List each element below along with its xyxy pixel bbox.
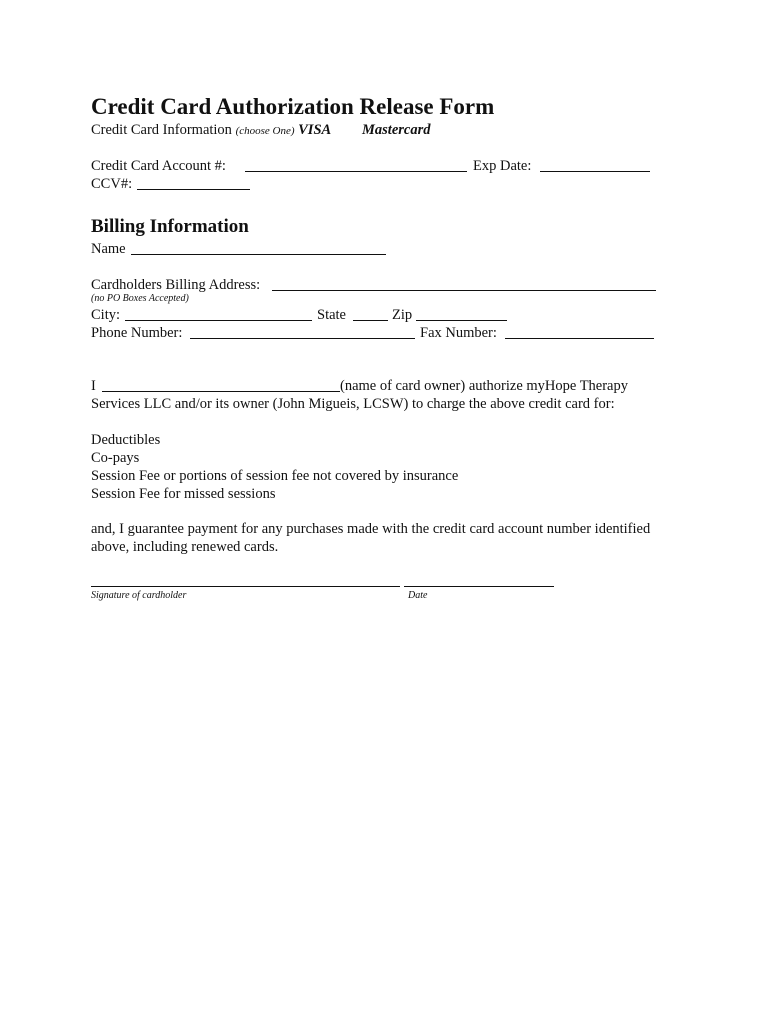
no-po-boxes-note: (no PO Boxes Accepted) <box>91 293 189 304</box>
city-field[interactable] <box>125 320 312 321</box>
exp-date-field[interactable] <box>540 171 650 172</box>
authorization-line2: Services LLC and/or its owner (John Migueis, LCSW) to charge the above credit card for: <box>91 396 615 412</box>
date-field[interactable] <box>404 586 554 587</box>
charge-item-copays: Co-pays <box>91 450 140 466</box>
charge-item-missed-sessions: Session Fee for missed sessions <box>91 486 276 502</box>
date-label: Date <box>408 590 428 601</box>
charge-item-deductibles: Deductibles <box>91 432 161 448</box>
choose-one-note: (choose One) <box>235 125 295 137</box>
form-title: Credit Card Authorization Release Form <box>91 94 495 119</box>
zip-label: Zip <box>392 307 413 323</box>
account-label: Credit Card Account #: <box>91 158 226 174</box>
city-label: City: <box>91 307 121 323</box>
billing-address-label: Cardholders Billing Address: <box>91 277 261 293</box>
exp-date-label: Exp Date: <box>473 158 532 174</box>
billing-address-field[interactable] <box>272 290 656 291</box>
phone-label: Phone Number: <box>91 325 183 341</box>
state-field[interactable] <box>353 320 388 321</box>
name-field[interactable] <box>131 254 386 255</box>
guarantee-line1: and, I guarantee payment for any purchases made with the credit card account number identified <box>91 521 651 537</box>
name-label: Name <box>91 241 126 257</box>
signature-field[interactable] <box>91 586 400 587</box>
signature-label: Signature of cardholder <box>91 590 187 601</box>
ccv-label: CCV#: <box>91 176 133 192</box>
authorization-line1: (name of card owner) authorize myHope Therapy <box>340 378 628 394</box>
charge-item-session-fee-insurance: Session Fee or portions of session fee not covered by insurance <box>91 468 459 484</box>
guarantee-line2: above, including renewed cards. <box>91 539 279 555</box>
zip-field[interactable] <box>416 320 507 321</box>
fax-field[interactable] <box>505 338 654 339</box>
billing-heading: Billing Information <box>91 216 249 237</box>
card-owner-name-field[interactable] <box>102 391 340 392</box>
card-info-label: Credit Card Information <box>91 122 232 138</box>
ccv-field[interactable] <box>137 189 250 190</box>
mastercard-option[interactable]: Mastercard <box>362 122 431 138</box>
visa-option[interactable]: VISA <box>298 122 332 138</box>
state-label: State <box>317 307 346 323</box>
card-info-row <box>91 121 331 139</box>
fax-label: Fax Number: <box>420 325 497 341</box>
authorization-i: I <box>91 378 96 394</box>
account-number-field[interactable] <box>245 171 467 172</box>
phone-field[interactable] <box>190 338 415 339</box>
